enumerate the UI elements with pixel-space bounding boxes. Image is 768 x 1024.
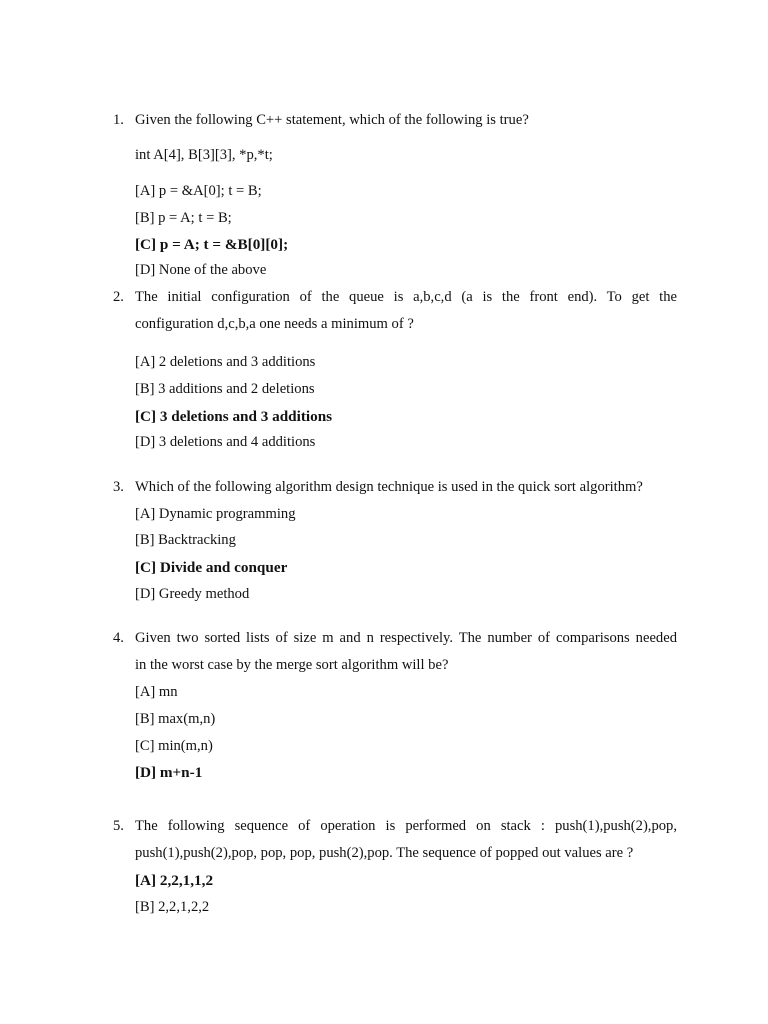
question-number: 4.	[113, 630, 124, 646]
option-c-correct: [C] p = A; t = &B[0][0];	[135, 236, 289, 253]
option-b: [B] max(m,n)	[135, 711, 216, 727]
question-text: Which of the following algorithm design technique is used in the quick sort algorithm?	[135, 479, 643, 495]
option-b: [B] 3 additions and 2 deletions	[135, 381, 315, 397]
question-text: Given the following C++ statement, which of the following is true?	[135, 112, 529, 128]
question-number: 1.	[113, 112, 124, 128]
question-text-line-2: configuration d,c,b,a one needs a minimum of ?	[135, 316, 414, 332]
option-c: [C] min(m,n)	[135, 738, 213, 754]
code-statement: int A[4], B[3][3], *p,*t;	[135, 147, 273, 163]
option-b: [B] Backtracking	[135, 532, 236, 548]
question-number: 5.	[113, 818, 124, 834]
question-text-line-1: Given two sorted lists of size m and n respectively. The number of comparisons needed	[135, 630, 677, 646]
option-c-correct: [C] 3 deletions and 3 additions	[135, 408, 333, 425]
option-d: [D] Greedy method	[135, 586, 250, 602]
question-number: 3.	[113, 479, 124, 495]
question-text-line-1: The initial configuration of the queue is a,b,c,d (a is the front end). To get the	[135, 289, 677, 305]
option-a: [A] mn	[135, 684, 178, 700]
option-a: [A] Dynamic programming	[135, 506, 296, 522]
option-a: [A] 2 deletions and 3 additions	[135, 354, 316, 370]
option-d-correct: [D] m+n-1	[135, 764, 203, 781]
question-number: 2.	[113, 289, 124, 305]
option-b: [B] p = A; t = B;	[135, 210, 232, 226]
option-c-correct: [C] Divide and conquer	[135, 559, 288, 576]
question-text-line-2: push(1),push(2),pop, pop, pop, push(2),pop. The sequence of popped out values are ?	[135, 845, 634, 861]
option-a: [A] p = &A[0]; t = B;	[135, 183, 262, 199]
option-a-correct: [A] 2,2,1,1,2	[135, 872, 214, 889]
question-text-line-2: in the worst case by the merge sort algorithm will be?	[135, 657, 449, 673]
option-b: [B] 2,2,1,2,2	[135, 899, 210, 915]
option-d: [D] 3 deletions and 4 additions	[135, 434, 316, 450]
option-d: [D] None of the above	[135, 262, 267, 278]
question-text-line-1: The following sequence of operation is performed on stack : push(1),push(2),pop,	[135, 818, 677, 834]
